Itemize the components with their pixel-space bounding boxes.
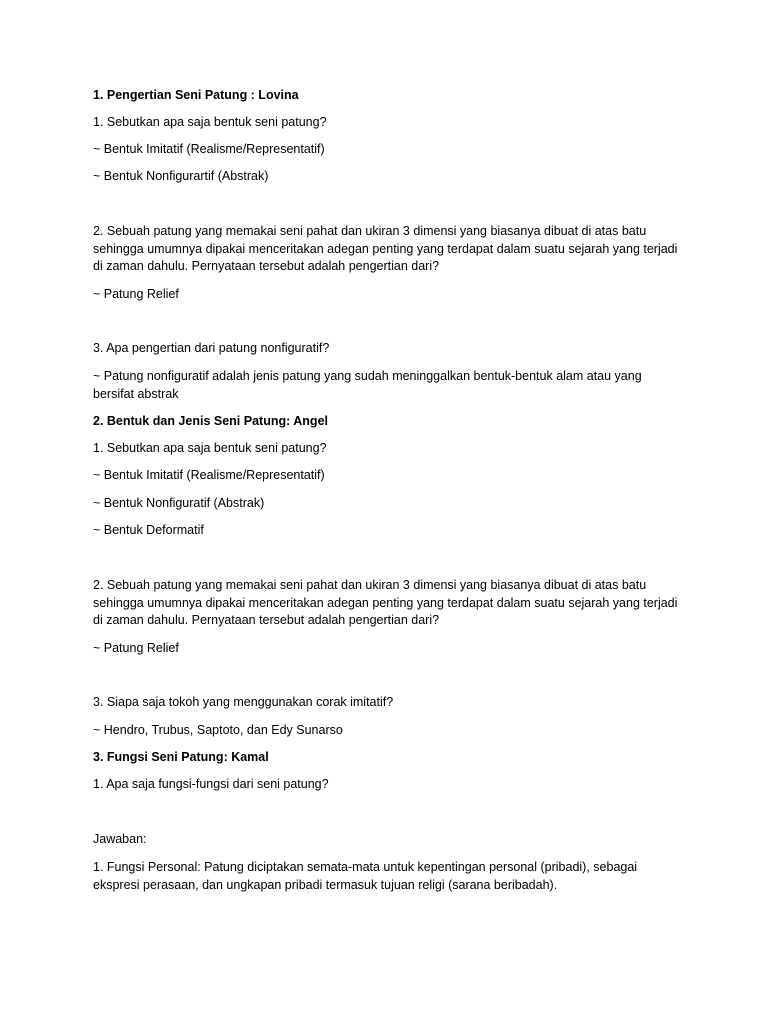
question: 1. Sebutkan apa saja bentuk seni patung? [93,115,327,129]
answer: 1. Fungsi Personal: Patung diciptakan semata-mata untuk kepentingan personal (pribadi), sebagai ekspresi perasaan, dan ungkapan pribadi termasuk tujuan religi (sarana beribadah). [93,860,638,892]
answer: ~ Bentuk Nonfiguratif (Abstrak) [93,496,265,510]
answer: ~ Patung Relief [93,641,179,655]
answer: ~ Hendro, Trubus, Saptoto, dan Edy Sunarso [93,723,343,737]
answer: ~ Bentuk Imitatif (Realisme/Representatif) [93,468,325,482]
section-heading: 1. Pengertian Seni Patung : Lovina [93,88,299,102]
question: 2. Sebuah patung yang memakai seni pahat dan ukiran 3 dimensi yang biasanya dibuat di atas batu sehingga umumnya dipakai menceritakan adegan penting yang terdapat dalam suatu sejarah yang terjadi di zaman dahulu. Pernyataan tersebut adalah pengertian dari? [93,224,678,273]
answer: ~ Bentuk Nonfigurartif (Abstrak) [93,169,269,183]
section-heading: 2. Bentuk dan Jenis Seni Patung: Angel [93,414,328,428]
answer-label: Jawaban: [93,832,147,846]
answer: ~ Bentuk Deformatif [93,523,204,537]
section-heading: 3. Fungsi Seni Patung: Kamal [93,750,269,764]
answer: ~ Patung nonfiguratif adalah jenis patung yang sudah meninggalkan bentuk-bentuk alam atau yang bersifat abstrak [93,369,642,401]
question: 1. Sebutkan apa saja bentuk seni patung? [93,441,327,455]
question: 1. Apa saja fungsi-fungsi dari seni patung? [93,777,329,791]
answer: ~ Bentuk Imitatif (Realisme/Representatif) [93,142,325,156]
answer: ~ Patung Relief [93,287,179,301]
question: 2. Sebuah patung yang memakai seni pahat dan ukiran 3 dimensi yang biasanya dibuat di atas batu sehingga umumnya dipakai menceritakan adegan penting yang terdapat dalam suatu sejarah yang terjadi di zaman dahulu. Pernyataan tersebut adalah pengertian dari? [93,578,678,627]
question: 3. Apa pengertian dari patung nonfiguratif? [93,341,330,355]
question: 3. Siapa saja tokoh yang menggunakan corak imitatif? [93,695,394,709]
